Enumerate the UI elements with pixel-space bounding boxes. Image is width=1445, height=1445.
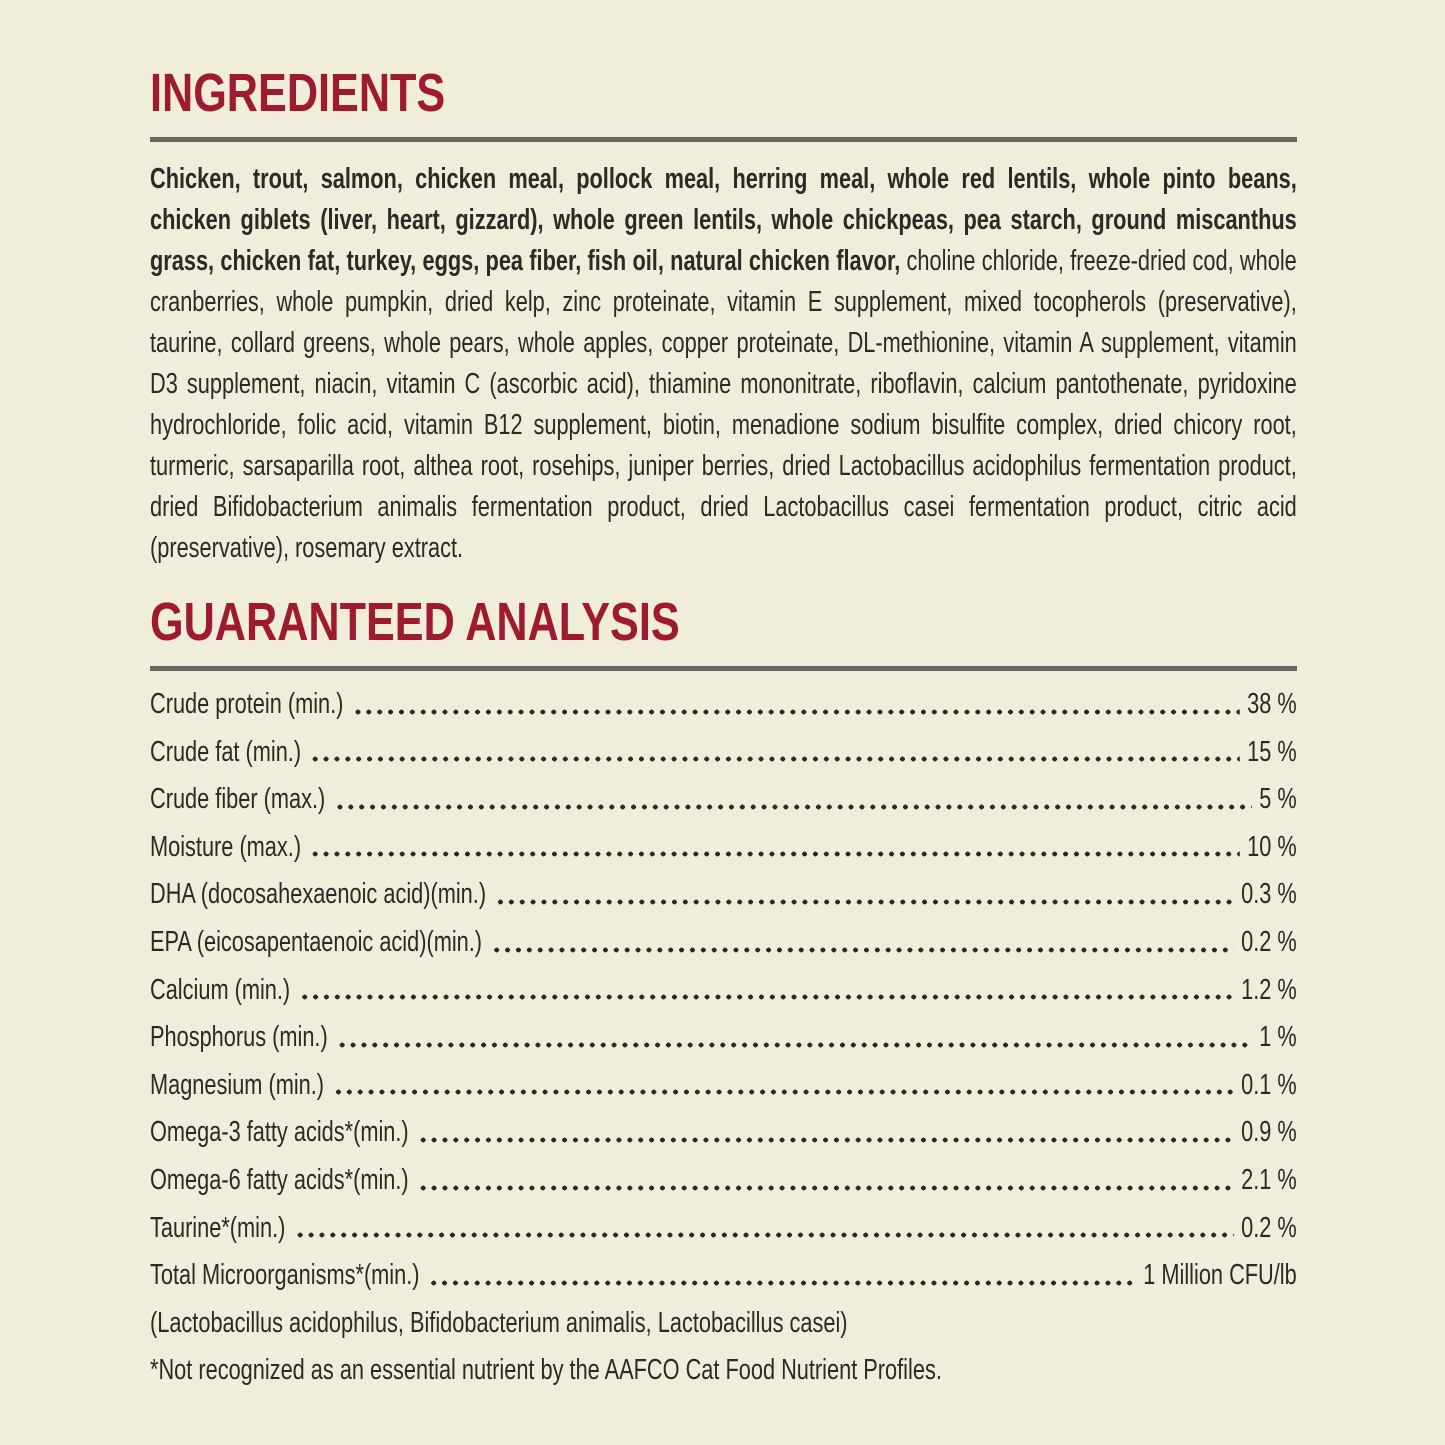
guaranteed-analysis-heading: GUARANTEED ANALYSIS xyxy=(150,592,680,652)
analysis-row-label: Crude fat (min.) xyxy=(150,735,302,768)
dot-leader xyxy=(299,994,1233,1000)
analysis-row-value: 0.1 % xyxy=(1241,1068,1297,1101)
analysis-row-value: 1 % xyxy=(1259,1021,1297,1054)
dot-leader xyxy=(294,1232,1233,1238)
analysis-row-value: 10 % xyxy=(1247,830,1297,863)
analysis-row xyxy=(150,729,1297,777)
aafco-footnote: *Not recognized as an essential nutrient by the AAFCO Cat Food Nutrient Profiles. xyxy=(150,1354,942,1387)
ingredients-secondary-list: choline chloride, freeze-dried cod, whole cranberries, whole pumpkin, dried kelp, zinc proteinate, vitamin E supplement, mixed tocopherols (preservative), taurine, collard greens, whole pears, whole apples, copper proteinate, DL-methionine, vitamin A supplement, vitamin D3 supplement, niacin, vitamin C (ascorbic acid), thiamine mononitrate, riboflavin, calcium pantothenate, pyridoxine hydrochloride, folic acid, vitamin B12 supplement, biotin, menadione sodium bisulfite complex, dried chicory root, turmeric, sarsaparilla root, althea root, rosehips, juniper berries, dried Lactobacillus acidophilus fermentation product, dried Bifidobacterium animalis fermentation product, dried Lactobacillus casei fermentation product, citric acid (preservative), rosemary extract. xyxy=(150,245,1297,564)
dot-leader xyxy=(418,1137,1234,1143)
analysis-row-label: Crude fiber (max.) xyxy=(150,783,326,816)
ingredients-primary-list: Chicken, trout, salmon, chicken meal, pollock meal, herring meal, whole red lentils, whole pinto beans, chicken giblets (liver, heart, gizzard), whole green lentils, whole chickpeas, pea starch, ground miscanthus grass, chicken fat, turkey, eggs, pea fiber, fish oil, natural chicken flavor, xyxy=(150,163,1297,277)
analysis-row xyxy=(150,967,1297,1015)
analysis-row xyxy=(150,919,1297,967)
dot-leader xyxy=(495,899,1234,905)
analysis-row xyxy=(150,824,1297,872)
analysis-row-label: DHA (docosahexaenoic acid)(min.) xyxy=(150,878,487,911)
analysis-heading-wrap xyxy=(150,592,1297,671)
label-content xyxy=(150,63,1297,1395)
dot-leader xyxy=(429,1280,1136,1286)
analysis-row-value: 1 Million CFU/lb xyxy=(1143,1259,1297,1292)
analysis-row-value: 2.1 % xyxy=(1241,1163,1297,1196)
analysis-row-value: 0.9 % xyxy=(1241,1116,1297,1149)
analysis-row-label: Taurine*(min.) xyxy=(150,1211,286,1244)
analysis-row xyxy=(150,871,1297,919)
ingredients-heading: INGREDIENTS xyxy=(150,63,446,123)
analysis-row xyxy=(150,681,1297,729)
dot-leader xyxy=(418,1185,1234,1191)
analysis-row-label: Moisture (max.) xyxy=(150,830,302,863)
analysis-row-label: Total Microorganisms*(min.) xyxy=(150,1259,420,1292)
ingredients-divider xyxy=(150,137,1297,142)
analysis-row-label: EPA (eicosapentaenoic acid)(min.) xyxy=(150,925,483,958)
dot-leader xyxy=(352,709,1239,715)
analysis-row-value: 0.3 % xyxy=(1241,878,1297,911)
analysis-row xyxy=(150,1109,1297,1157)
dot-leader xyxy=(310,851,1240,857)
analysis-row-value: 15 % xyxy=(1247,735,1297,768)
analysis-row xyxy=(150,1062,1297,1110)
analysis-row xyxy=(150,776,1297,824)
ingredients-paragraph xyxy=(150,159,1297,569)
analysis-row-value: 38 % xyxy=(1247,688,1297,720)
guaranteed-analysis-divider xyxy=(150,666,1297,671)
ingredients-paragraph-wrap xyxy=(150,159,1297,569)
analysis-row-label: Omega-3 fatty acids*(min.) xyxy=(150,1116,409,1149)
analysis-row-value: 0.2 % xyxy=(1241,925,1297,958)
analysis-row-label: Magnesium (min.) xyxy=(150,1068,325,1101)
dot-leader xyxy=(310,756,1240,762)
analysis-row xyxy=(150,1252,1297,1300)
analysis-row-label: Calcium (min.) xyxy=(150,973,291,1006)
analysis-row-value: 0.2 % xyxy=(1241,1211,1297,1244)
analysis-table-wrap xyxy=(150,681,1297,1395)
analysis-row xyxy=(150,1014,1297,1062)
analysis-row-label: Omega-6 fatty acids*(min.) xyxy=(150,1163,409,1196)
dot-leader xyxy=(334,804,1252,810)
analysis-row-value: 1.2 % xyxy=(1241,973,1297,1006)
analysis-row xyxy=(150,1157,1297,1205)
dot-leader xyxy=(337,1042,1252,1048)
analysis-row-value: 5 % xyxy=(1259,783,1297,816)
microorganisms-note: (Lactobacillus acidophilus, Bifidobacterium animalis, Lactobacillus casei) xyxy=(150,1306,848,1339)
dot-leader xyxy=(333,1089,1234,1095)
dot-leader xyxy=(491,947,1234,953)
analysis-row-label: Crude protein (min.) xyxy=(150,688,344,720)
analysis-row xyxy=(150,1205,1297,1253)
analysis-table xyxy=(150,681,1297,1395)
analysis-row-label: Phosphorus (min.) xyxy=(150,1021,328,1054)
